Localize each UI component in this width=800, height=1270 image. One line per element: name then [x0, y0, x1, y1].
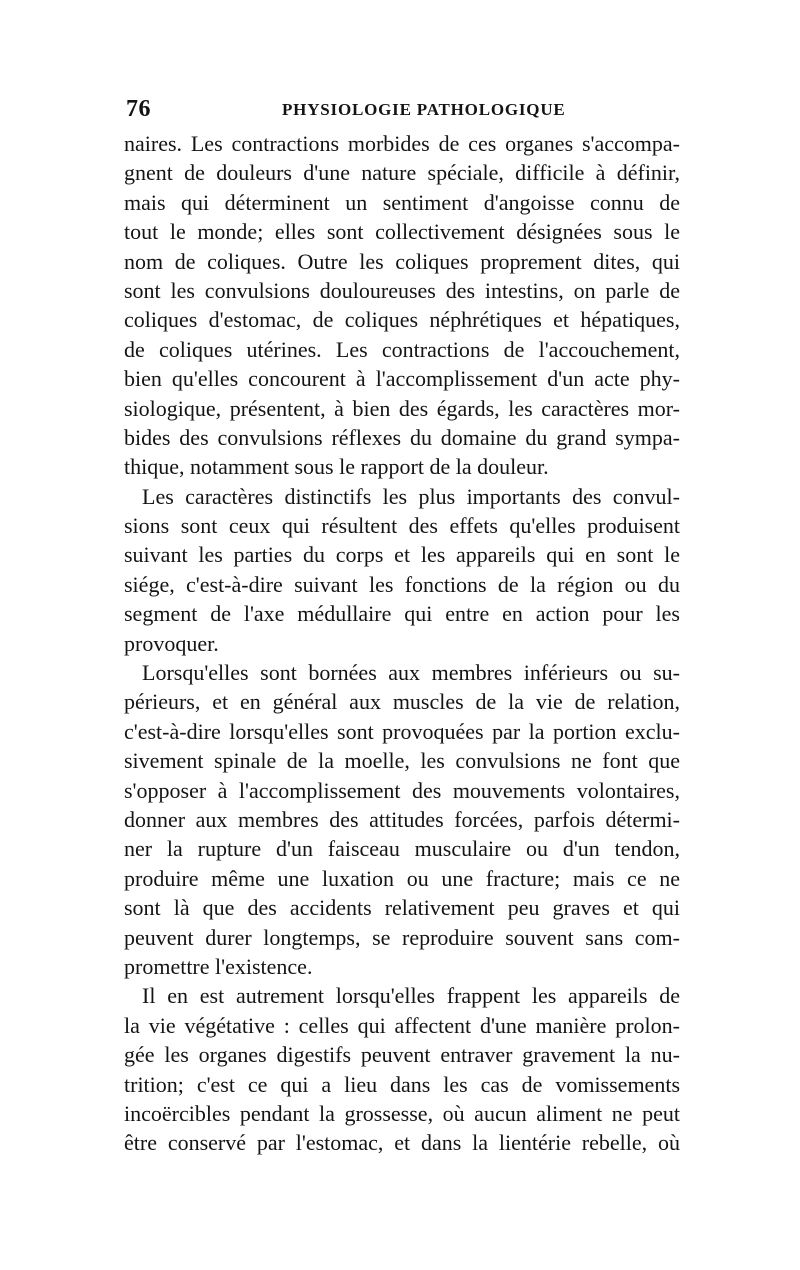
text-line: bides des convulsions réflexes du domaine du grand sympa- [124, 424, 680, 450]
text-line: mais qui déterminent un sentiment d'angoisse connu de [124, 189, 680, 215]
text-line: trition; c'est ce qui a lieu dans les cas de vomissements [124, 1071, 680, 1097]
text-line: segment de l'axe médullaire qui entre en action pour les [124, 601, 680, 627]
page-number: 76 [126, 96, 151, 122]
text-line: peuvent durer longtemps, se reproduire souvent sans com- [124, 924, 680, 950]
text-line: sont là que des accidents relativement peu graves et qui [124, 895, 680, 921]
paragraph-4 [124, 981, 680, 1157]
running-title: PHYSIOLOGIE PATHOLOGIQUE [282, 100, 566, 119]
text-line: sont les convulsions douloureuses des intestins, on parle de [124, 277, 680, 303]
text-line: tout le monde; elles sont collectivement désignées sous le [124, 219, 680, 245]
text-line: thique, notamment sous le rapport de la douleur. [124, 454, 549, 480]
body-text [124, 129, 680, 1158]
text-line: sions sont ceux qui résultent des effets qu'elles produisent [124, 513, 680, 539]
paragraph-3 [124, 658, 680, 981]
text-line: Lorsqu'elles sont bornées aux membres inférieurs ou su- [142, 660, 680, 686]
text-line: siologique, présentent, à bien des égards, les caractères mor- [124, 395, 680, 421]
paragraph-1 [124, 129, 680, 482]
text-line: Il en est autrement lorsqu'elles frappent les appareils de [142, 983, 680, 1009]
text-line: Les caractères distinctifs les plus importants des convul- [142, 483, 680, 509]
text-line: bien qu'elles concourent à l'accomplissement d'un acte phy- [124, 366, 680, 392]
text-line: de coliques utérines. Les contractions de l'accouchement, [124, 336, 680, 362]
text-line: gnent de douleurs d'une nature spéciale, difficile à définir, [124, 160, 680, 186]
text-line: provoquer. [124, 630, 219, 656]
text-line: suivant les parties du corps et les appareils qui en sont le [124, 542, 680, 568]
text-line: sivement spinale de la moelle, les convulsions ne font que [124, 748, 680, 774]
text-line: nom de coliques. Outre les coliques proprement dites, qui [124, 248, 680, 274]
text-line: incoërcibles pendant la grossesse, où aucun aliment ne peut [124, 1100, 680, 1126]
text-line: gée les organes digestifs peuvent entraver gravement la nu- [124, 1042, 680, 1068]
text-line: s'opposer à l'accomplissement des mouvements volontaires, [124, 777, 680, 803]
text-line: c'est-à-dire lorsqu'elles sont provoquées par la portion exclu- [124, 718, 680, 744]
running-head [122, 96, 680, 126]
text-line: naires. Les contractions morbides de ces organes s'accompa- [124, 131, 680, 156]
text-line: la vie végétative : celles qui affectent d'une manière prolon- [124, 1012, 680, 1038]
text-line: donner aux membres des attitudes forcées, parfois détermi- [124, 806, 680, 832]
text-line: être conservé par l'estomac, et dans la lientérie rebelle, où [124, 1130, 680, 1156]
text-line: ner la rupture d'un faisceau musculaire ou d'un tendon, [124, 836, 680, 862]
text-line: coliques d'estomac, de coliques néphrétiques et hépatiques, [124, 307, 680, 333]
text-line: siége, c'est-à-dire suivant les fonctions de la région ou du [124, 571, 680, 597]
text-line: promettre l'existence. [124, 953, 313, 979]
text-line: produire même une luxation ou une fracture; mais ce ne [124, 865, 680, 891]
paragraph-2 [124, 482, 680, 658]
text-line: périeurs, et en général aux muscles de la vie de relation, [124, 689, 680, 715]
